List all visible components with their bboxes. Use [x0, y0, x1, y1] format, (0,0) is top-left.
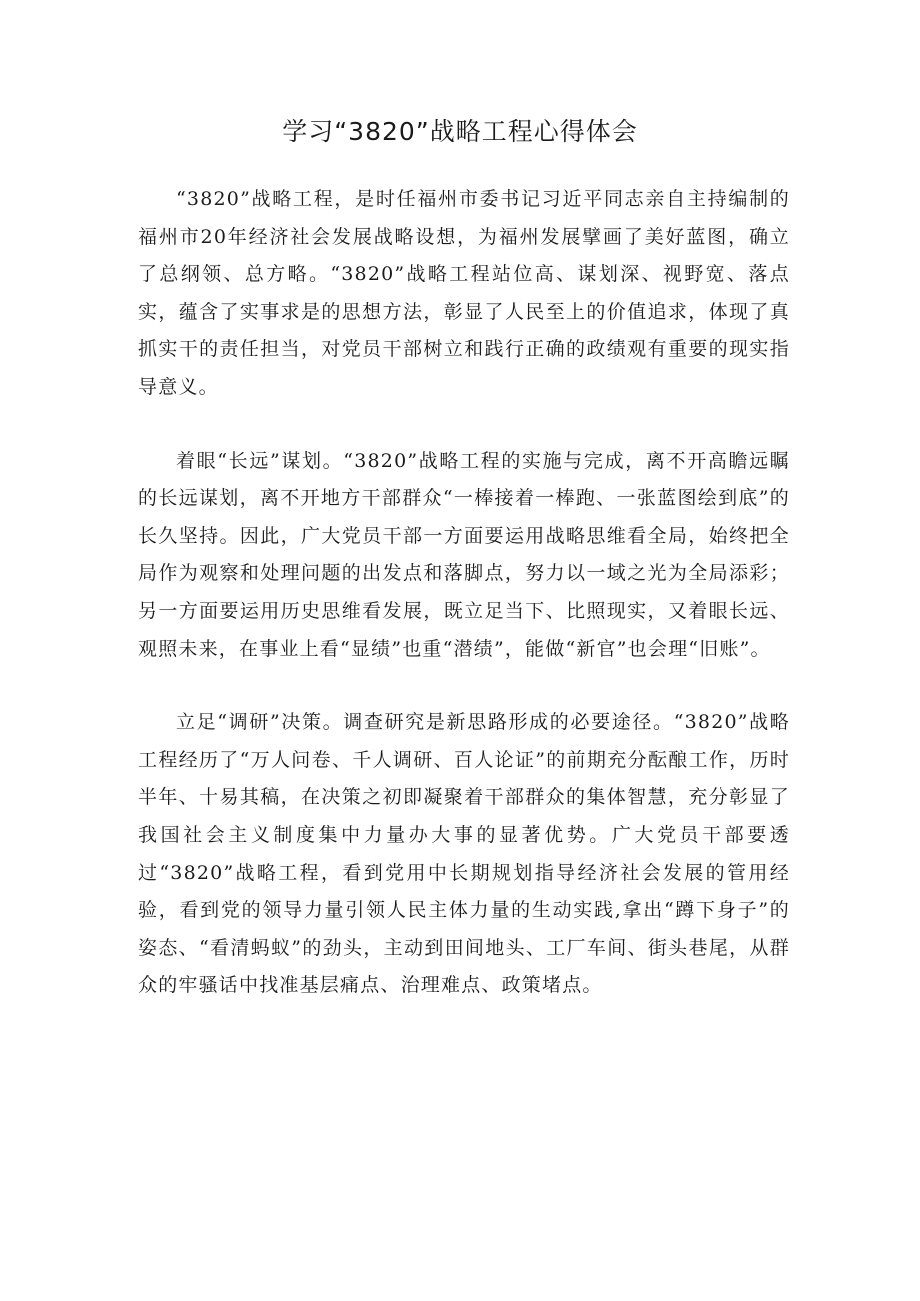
- paragraph-intro: “3820”战略工程，是时任福州市委书记习近平同志亲自主持编制的福州市20年经济社会发展战略设想，为福州发展擘画了美好蓝图，确立了总纲领、总方略。“3820”战略工程站位高、谋划深、视野宽、落点实，蕴含了实事求是的思想方法，彰显了人民至上的价值追求，体现了真抓实干的责任担当，对党员干部树立和践行正确的政绩观有重要的现实指导意义。: [138, 188, 790, 398]
- document-body: [138, 181, 790, 1005]
- paragraph-long-term-planning: 着眼“长远”谋划。“3820”战略工程的实施与完成，离不开高瞻远瞩的长远谋划，离不开地方干部群众“一棒接着一棒跑、一张蓝图绘到底”的长久坚持。因此，广大党员干部一方面要运用战略思维看全局，始终把全局作为观察和处理问题的出发点和落脚点，努力以一域之光为全局添彩；另一方面要运用历史思维看发展，既立足当下、比照现实，又着眼长远、观照未来，在事业上看“显绩”也重“潜绩”，能做“新官”也会理“旧账”。: [138, 449, 790, 660]
- document-title: 学习“3820”战略工程心得体会: [282, 117, 638, 146]
- paragraph-research-decision: 立足“调研”决策。调查研究是新思路形成的必要途径。“3820”战略工程经历了“万人问卷、千人调研、百人论证”的前期充分酝酿工作，历时半年、十易其稿，在决策之初即凝聚着干部群众的集体智慧，充分彰显了我国社会主义制度集中力量办大事的显著优势。广大党员干部要透过“3820”战略工程，看到党用中长期规划指导经济社会发展的管用经验，看到党的领导力量引领人民主体力量的生动实践,拿出“蹲下身子”的姿态、“看清蚂蚁”的劲头，主动到田间地头、工厂车间、街头巷尾，从群众的牢骚话中找准基层痛点、治理难点、政策堵点。: [138, 711, 790, 997]
